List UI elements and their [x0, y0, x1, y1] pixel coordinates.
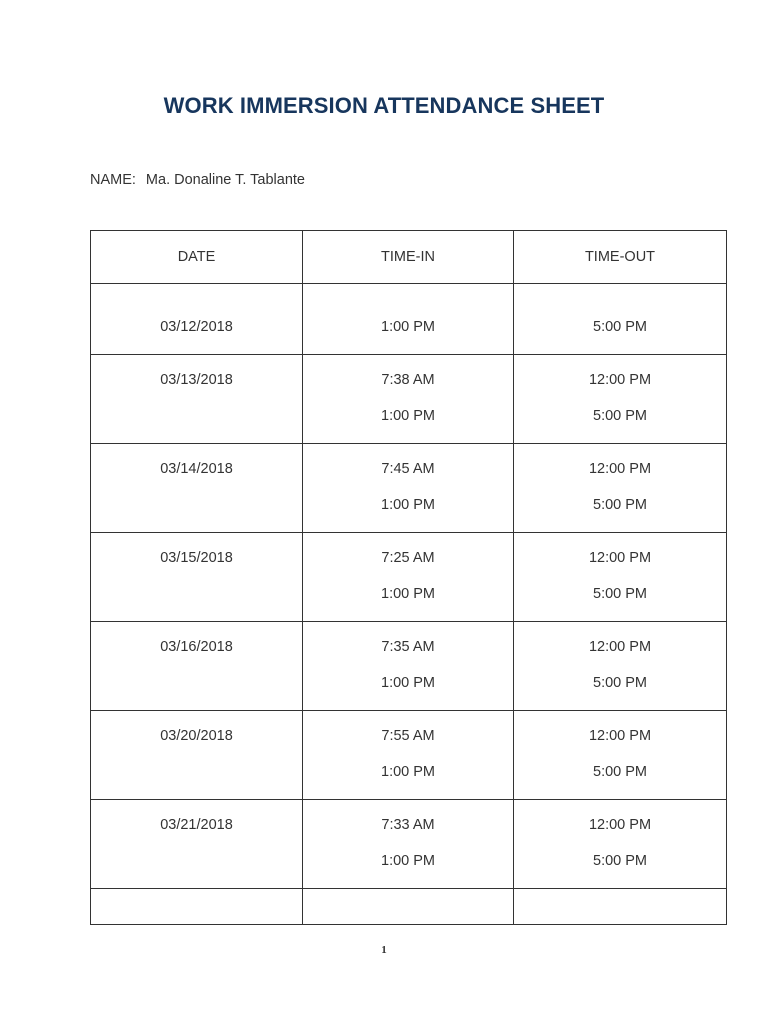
- page-number: 1: [381, 944, 387, 956]
- time-in-cell: [303, 533, 514, 622]
- date-cell: [91, 444, 303, 533]
- time-out-cell: [514, 444, 727, 533]
- date-text: 03/13/2018: [160, 372, 233, 388]
- time-in-text: 1:00 PM: [381, 586, 435, 602]
- time-in-cell: [303, 284, 514, 355]
- table-row: [91, 800, 727, 889]
- header-time-in: TIME-IN: [303, 231, 514, 284]
- time-out-text: 5:00 PM: [593, 675, 647, 691]
- time-out-cell: [514, 622, 727, 711]
- table-row: [91, 711, 727, 800]
- header-date: DATE: [91, 231, 303, 284]
- empty-date-cell: [91, 889, 303, 925]
- time-in-text: 1:00 PM: [381, 764, 435, 780]
- date-text: 03/15/2018: [160, 550, 233, 566]
- header-time-out: TIME-OUT: [514, 231, 727, 284]
- time-out-cell: [514, 355, 727, 444]
- time-out-text: 12:00 PM: [588, 817, 652, 833]
- table-row: [91, 622, 727, 711]
- name-label: NAME:: [90, 172, 136, 188]
- date-cell: [91, 355, 303, 444]
- table-row: [91, 444, 727, 533]
- table-header-row: [91, 231, 727, 284]
- date-cell: [91, 622, 303, 711]
- time-in-cell: [303, 622, 514, 711]
- table-row: [91, 284, 727, 355]
- time-in-cell: [303, 711, 514, 800]
- date-cell: [91, 284, 303, 355]
- time-out-text: 12:00 PM: [588, 550, 652, 566]
- date-text: 03/21/2018: [160, 817, 233, 833]
- time-in-text: 7:38 AM: [381, 372, 435, 388]
- time-out-cell: [514, 284, 727, 355]
- empty-table-row: [91, 889, 727, 925]
- date-cell: [91, 711, 303, 800]
- date-text: 03/20/2018: [160, 728, 233, 744]
- time-in-text: 7:33 AM: [381, 817, 435, 833]
- document-title: WORK IMMERSION ATTENDANCE SHEET: [163, 93, 605, 118]
- time-out-text: 12:00 PM: [588, 372, 652, 388]
- time-out-text: 12:00 PM: [588, 639, 652, 655]
- name-value: Ma. Donaline T. Tablante: [145, 172, 305, 188]
- time-in-text: 7:45 AM: [381, 461, 435, 477]
- date-cell: [91, 800, 303, 889]
- time-in-cell: [303, 800, 514, 889]
- date-text: 03/16/2018: [160, 639, 233, 655]
- time-in-cell: [303, 444, 514, 533]
- date-text: 03/14/2018: [160, 461, 233, 477]
- date-cell: [91, 533, 303, 622]
- time-in-text: 7:25 AM: [381, 550, 435, 566]
- name-line: [90, 172, 305, 188]
- time-in-cell: [303, 355, 514, 444]
- attendance-table: [90, 230, 727, 925]
- time-in-text: 1:00 PM: [381, 675, 435, 691]
- table-row: [91, 533, 727, 622]
- time-in-text: 1:00 PM: [381, 408, 435, 424]
- time-out-text: 5:00 PM: [593, 764, 647, 780]
- table-row: [91, 355, 727, 444]
- time-out-text: 5:00 PM: [593, 853, 647, 869]
- time-in-text: 1:00 PM: [381, 318, 435, 335]
- time-in-text: 1:00 PM: [381, 853, 435, 869]
- time-out-cell: [514, 800, 727, 889]
- empty-time-in-cell: [303, 889, 514, 925]
- empty-time-out-cell: [514, 889, 727, 925]
- time-out-text: 5:00 PM: [593, 408, 647, 424]
- time-out-cell: [514, 533, 727, 622]
- time-out-text: 12:00 PM: [588, 728, 652, 744]
- time-out-text: 5:00 PM: [593, 318, 647, 335]
- time-out-text: 12:00 PM: [588, 461, 652, 477]
- time-in-text: 1:00 PM: [381, 497, 435, 513]
- time-out-cell: [514, 711, 727, 800]
- time-out-text: 5:00 PM: [593, 586, 647, 602]
- time-in-text: 7:35 AM: [381, 639, 435, 655]
- time-out-text: 5:00 PM: [593, 497, 647, 513]
- time-in-text: 7:55 AM: [381, 728, 435, 744]
- date-text: 03/12/2018: [160, 318, 233, 335]
